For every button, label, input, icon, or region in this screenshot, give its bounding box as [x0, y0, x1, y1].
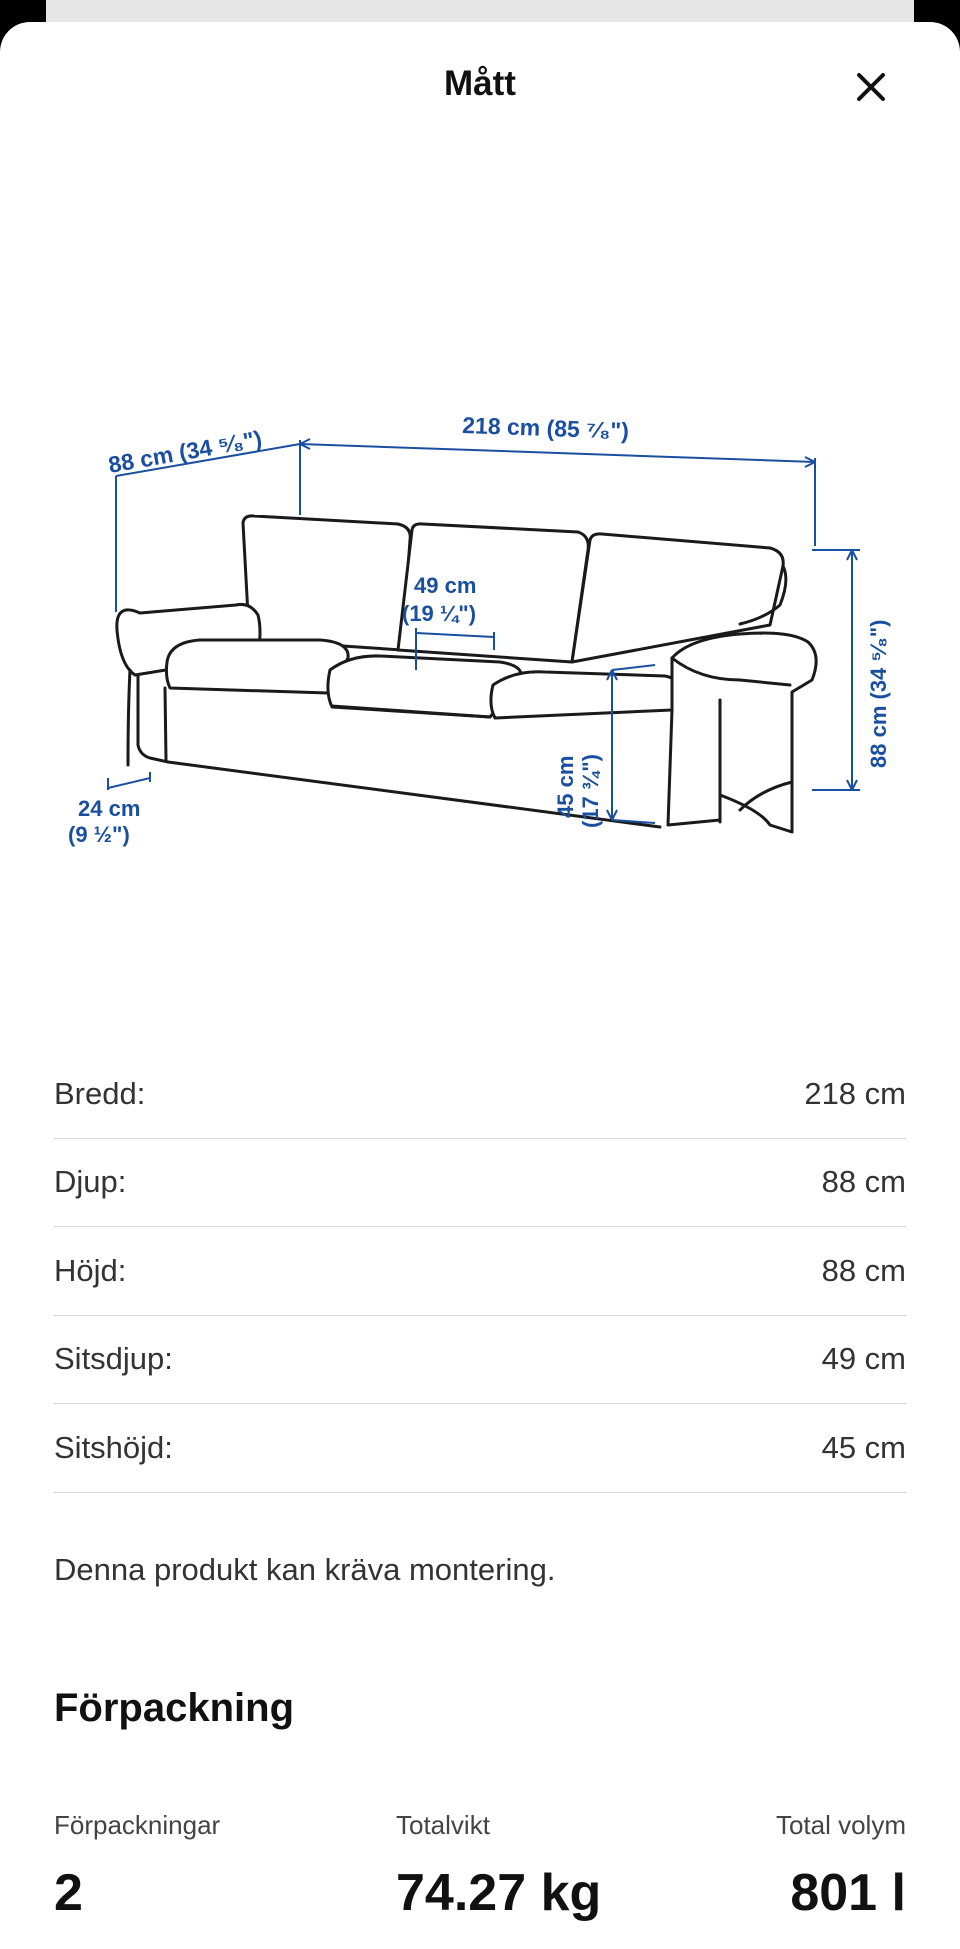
skirt-cm-label: 24 cm [78, 796, 141, 821]
stat-value: 801 l [790, 1864, 906, 1922]
packaging-stats [54, 1810, 906, 1930]
sheet-header [0, 22, 960, 128]
depth-label: 88 cm (34 ⁵⁄₈") [106, 425, 264, 478]
stat-label: Totalvikt [396, 1810, 490, 1840]
close-icon [855, 71, 887, 103]
skirt-in-label: (9 ½") [68, 822, 130, 847]
dimension-row-depth [54, 1139, 906, 1228]
dimension-label: Djup: [54, 1164, 127, 1200]
dimensions-sheet [0, 22, 960, 1949]
packages-count-stat [54, 1810, 220, 1923]
dimension-row-width [54, 1050, 906, 1139]
dimension-value: 88 cm [821, 1164, 906, 1200]
dimension-value: 49 cm [821, 1341, 906, 1377]
dimension-row-seat-height [54, 1404, 906, 1493]
sofa-dimensions-illustration [0, 380, 960, 860]
dimension-label: Höjd: [54, 1252, 127, 1288]
seat-height-in-label: (17 ¾") [578, 753, 603, 828]
dimension-value: 45 cm [821, 1429, 906, 1465]
total-weight-stat [396, 1810, 601, 1923]
seat-height-cm-label: 45 cm [553, 755, 578, 818]
dimension-label: Sitsdjup: [54, 1341, 173, 1377]
stat-label: Förpackningar [54, 1810, 221, 1840]
seat-depth-cm-label: 49 cm [414, 573, 477, 598]
dimension-label: Bredd: [54, 1075, 146, 1111]
stat-value: 74.27 kg [396, 1864, 602, 1922]
height-label: 88 cm (34 ⁵⁄₈") [866, 619, 891, 768]
total-volume-stat [776, 1810, 906, 1923]
seat-depth-in-label: (19 ¼") [402, 601, 477, 626]
stat-label: Total volym [775, 1810, 906, 1840]
stat-value: 2 [54, 1864, 83, 1922]
assembly-note: Denna produkt kan kräva montering. [54, 1552, 556, 1587]
dimension-row-seat-depth [54, 1316, 906, 1405]
dimension-label: Sitshöjd: [54, 1429, 173, 1465]
dimension-value: 218 cm [804, 1075, 906, 1111]
page-title: Mått [444, 64, 516, 103]
packaging-heading: Förpackning [54, 1686, 295, 1730]
close-button[interactable] [850, 66, 892, 108]
dimension-value: 88 cm [821, 1252, 906, 1288]
width-label: 218 cm (85 ⁷⁄₈") [461, 412, 630, 444]
dimension-row-height [54, 1227, 906, 1316]
dimensions-list [54, 1050, 906, 1493]
